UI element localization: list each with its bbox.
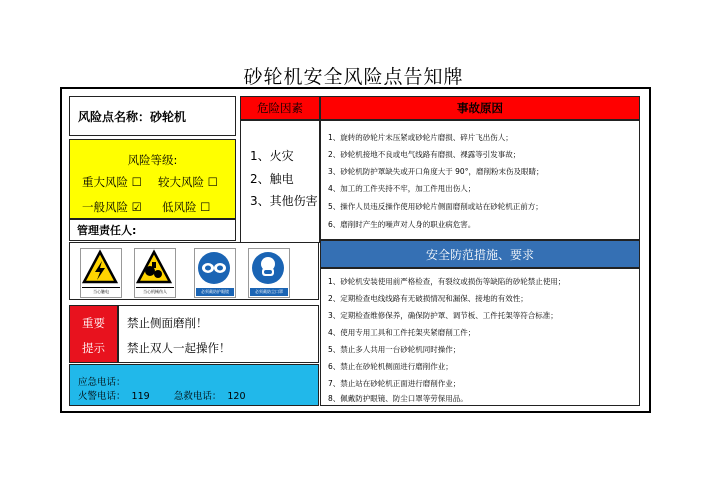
risk-level-general: 一般风险 ☑ [82, 200, 142, 214]
risk-level-title: 风险等级: [127, 153, 178, 167]
dust-mask-sign [248, 248, 290, 298]
important-label [69, 305, 118, 363]
board-title: 砂轮机安全风险点告知牌 [243, 66, 464, 88]
goggles-mandatory-icon [195, 249, 233, 287]
safety-item: 1、砂轮机安装使用前严格检查，有裂纹或损伤等缺陷的砂轮禁止使用； [328, 277, 566, 286]
notice-line-1: 禁止侧面磨削！ [127, 316, 208, 330]
cause-item: 1、旋转的砂轮片未压紧或砂轮片磨损、碎片飞出伤人； [328, 133, 513, 142]
safety-item: 6、禁止在砂轮机侧面进行磨削作业； [328, 362, 453, 371]
important-notice [118, 305, 319, 363]
notice-line-2: 禁止双人一起操作！ [127, 341, 231, 355]
cause-header: 事故原因 [320, 96, 640, 120]
safety-item: 2、定期检查电线线路有无破损情况和漏保、接地的有效性； [328, 294, 528, 303]
cause-item: 3、砂轮机防护罩缺失或开口角度大于 90°，磨削粉末伤及眼睛； [328, 167, 544, 176]
electric-warning-icon [81, 249, 119, 287]
manager-label: 管理责任人: [69, 219, 236, 241]
safety-signs-row [69, 242, 319, 300]
hazard-list [240, 120, 320, 243]
emergency-panel [69, 364, 319, 406]
important-label-1: 重要 [82, 316, 105, 330]
hazard-header: 危险因素 [240, 96, 320, 120]
sign-caption: 必须戴防护眼镜 [196, 288, 234, 296]
machine-injury-warning-icon [135, 249, 173, 287]
cause-list [320, 120, 640, 240]
dust-mask-mandatory-icon [249, 249, 287, 287]
hazard-item: 3、其他伤害 [250, 194, 318, 208]
cause-item: 5、操作人员违反操作使用砂轮片侧面磨削或站在砂轮机正前方； [328, 202, 543, 211]
cause-item: 4、加工的工件夹持不牢，加工件甩出伤人； [328, 184, 476, 193]
sign-caption: 当心触电 [82, 287, 120, 296]
emergency-numbers: 火警电话： 119 急救电话： 120 [78, 391, 246, 402]
sign-caption: 当心机械伤人 [136, 287, 174, 296]
risk-point-name: 风险点名称：砂轮机 [69, 96, 236, 136]
goggles-sign [194, 248, 236, 298]
safety-item: 5、禁止多人共用一台砂轮机同时操作； [328, 345, 461, 354]
cause-item: 2、砂轮机接地不良或电气线路有磨损、裸露等引发事故； [328, 150, 521, 159]
hazard-item: 2、触电 [250, 172, 294, 186]
machine-warning-sign [134, 248, 176, 298]
sign-caption: 必须戴防尘口罩 [250, 288, 288, 296]
safety-item: 8、佩戴防护眼镜、防尘口罩等劳保用品。 [328, 394, 468, 403]
electric-warning-sign [80, 248, 122, 298]
risk-level-low: 低风险 ☐ [162, 200, 211, 214]
safety-header: 安全防范措施、要求 [320, 240, 640, 268]
risk-level-panel [69, 139, 236, 219]
safety-list [320, 268, 640, 406]
emergency-title: 应急电话： [78, 377, 126, 388]
important-label-2: 提示 [82, 341, 105, 355]
risk-level-larger: 较大风险 ☐ [158, 175, 218, 189]
cause-item: 6、磨削时产生的噪声对人身的职业病危害。 [328, 220, 476, 229]
risk-level-major: 重大风险 ☐ [82, 175, 142, 189]
safety-item: 4、使用专用工具和工件托架夹紧磨削工件； [328, 328, 476, 337]
safety-item: 7、禁止站在砂轮机正面进行磨削作业； [328, 379, 461, 388]
hazard-item: 1、火灾 [250, 149, 294, 163]
safety-item: 3、定期检查维修保养，确保防护罩、调节板、工件托架等符合标准； [328, 311, 558, 320]
